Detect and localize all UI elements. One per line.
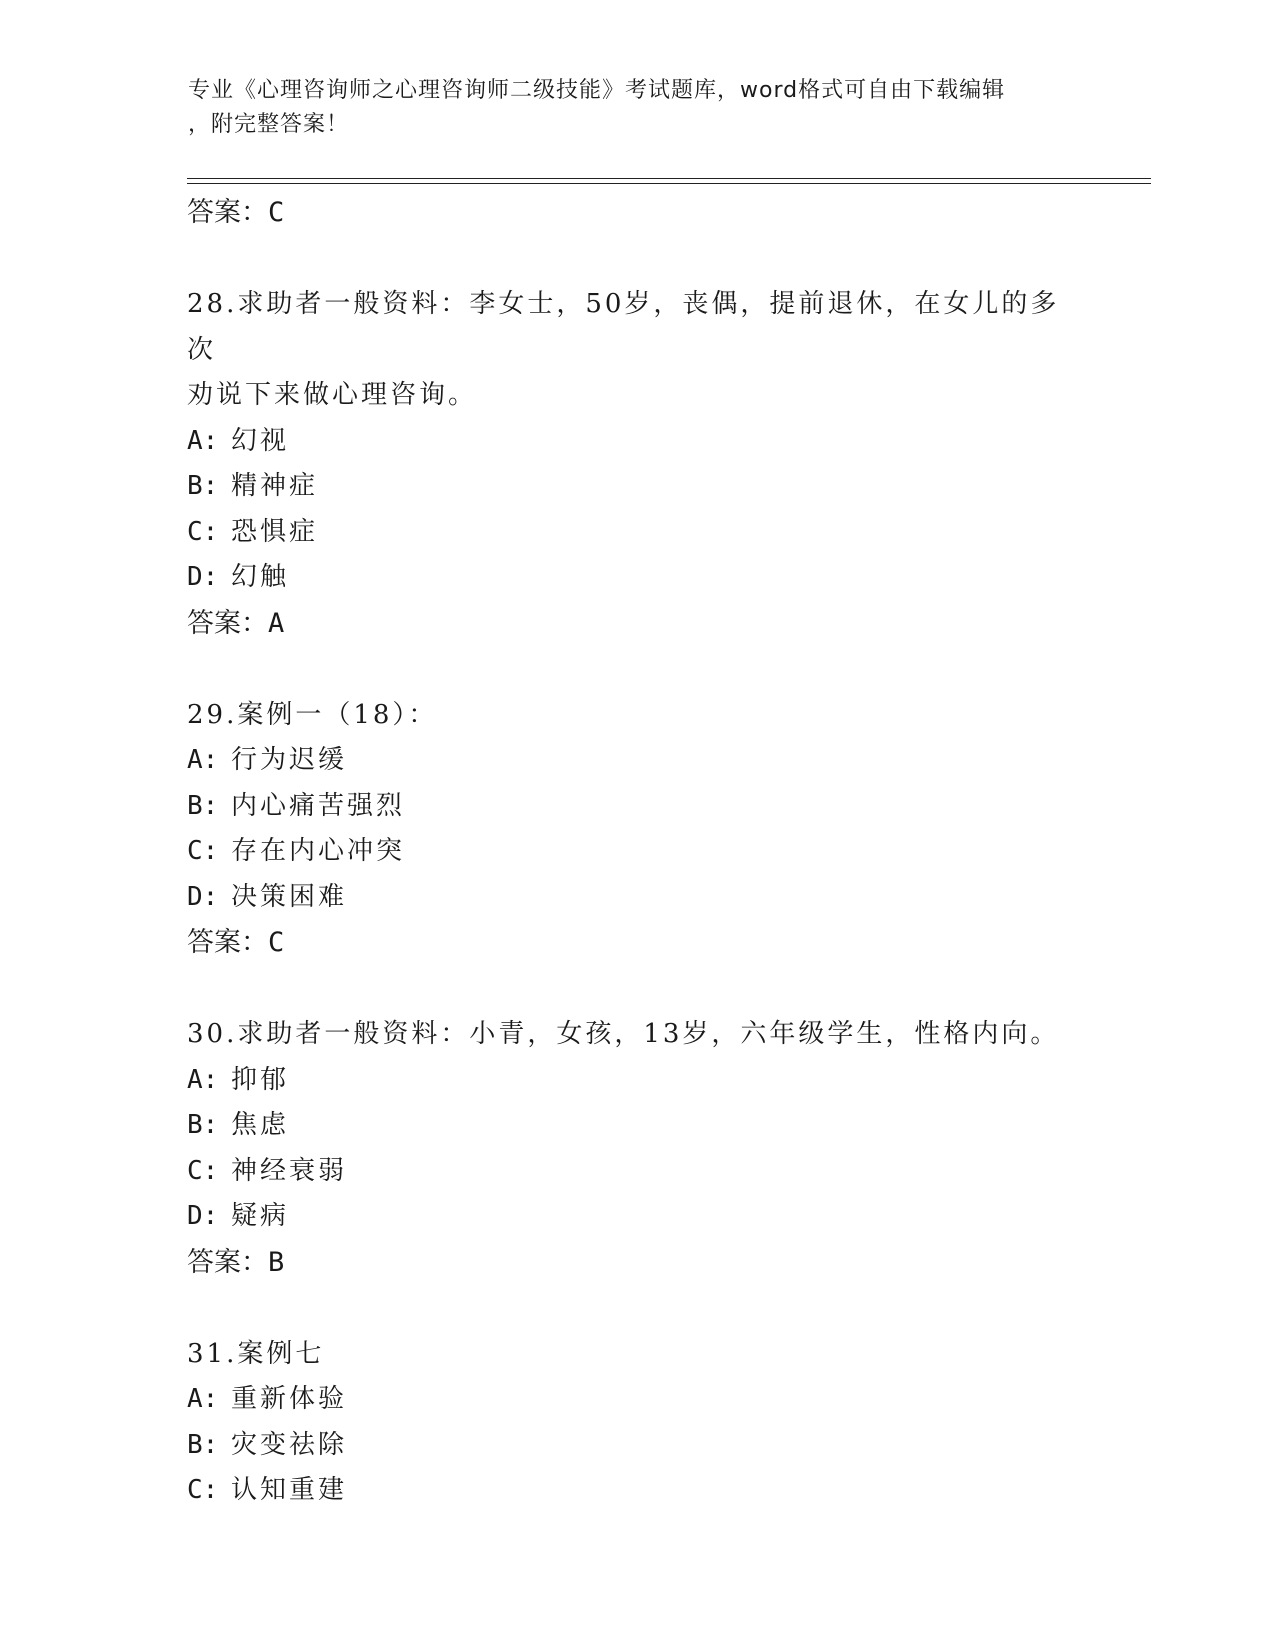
option-b: [187, 464, 1147, 510]
option-text: 存在内心冲突: [231, 836, 406, 866]
answer-label: 答案：: [187, 607, 268, 639]
question-stem: [187, 1012, 1087, 1058]
question-stem-line: 31.案例七: [187, 1338, 325, 1369]
option-text: 恐惧症: [231, 516, 319, 547]
option-d: [187, 555, 1147, 601]
option-text: 内心痛苦强烈: [231, 790, 406, 821]
question-stem: [187, 1332, 1087, 1378]
answer-label: 答案：: [187, 197, 268, 228]
option-text: 行为迟缓: [231, 745, 348, 775]
option-text: 疑病: [231, 1201, 290, 1231]
option-text: 认知重建: [231, 1475, 348, 1505]
answer-line: [187, 601, 1147, 647]
option-a: [187, 419, 1147, 465]
answer-label: 答案：: [187, 927, 268, 958]
option-b: [187, 1423, 1147, 1469]
question-stem: [187, 693, 1087, 739]
header-line-2: ，附完整答案！: [188, 112, 350, 137]
answer-line: [187, 190, 1147, 236]
question-29: [187, 693, 1147, 967]
question-30: [187, 1012, 1147, 1286]
option-key: C:: [187, 836, 219, 866]
question-list: [187, 190, 1147, 1514]
option-key: A:: [187, 425, 219, 456]
option-a: [187, 1377, 1147, 1423]
header-line-1: 专业《心理咨询师之心理咨询师二级技能》考试题库，word格式可自由下载编辑: [188, 78, 1006, 103]
answer-value: C: [268, 927, 285, 958]
option-key: A:: [187, 745, 219, 775]
header-divider-bottom: [187, 183, 1151, 184]
option-key: A:: [187, 1384, 219, 1414]
option-b: [187, 1103, 1147, 1149]
option-c: [187, 510, 1147, 556]
question-stem: [187, 282, 1087, 419]
option-key: B:: [187, 790, 219, 821]
option-d: [187, 1194, 1147, 1240]
option-text: 精神症: [231, 471, 319, 501]
document-header: [188, 74, 1088, 142]
option-key: A:: [187, 1064, 219, 1095]
option-key: D:: [187, 1201, 219, 1231]
question-stem-line: 28.求助者一般资料：李女士，50岁，丧偶，提前退休，在女儿的多次: [187, 289, 1060, 365]
option-d: [187, 875, 1147, 921]
answer-line: [187, 1240, 1147, 1286]
answer-value: A: [268, 607, 285, 639]
option-text: 幻触: [231, 562, 290, 592]
option-text: 抑郁: [231, 1064, 290, 1095]
header-divider-top: [187, 178, 1151, 179]
answer-value: C: [268, 197, 285, 228]
option-key: D:: [187, 881, 219, 912]
option-a: [187, 1058, 1147, 1104]
option-a: [187, 738, 1147, 784]
question-stem-line: 劝说下来做心理咨询。: [187, 380, 478, 410]
answer-line: [187, 920, 1147, 966]
option-text: 重新体验: [231, 1384, 348, 1414]
question-stem-line: 29.案例一（18）：: [187, 699, 438, 730]
question-stem-line: 30.求助者一般资料：小青，女孩，13岁，六年级学生，性格内向。: [187, 1019, 1060, 1049]
answer-label: 答案：: [187, 1246, 268, 1278]
option-key: B:: [187, 1110, 219, 1140]
option-key: B:: [187, 1429, 219, 1460]
answer-value: B: [268, 1246, 285, 1278]
question-28: [187, 282, 1147, 647]
option-text: 焦虑: [231, 1110, 290, 1140]
option-text: 神经衰弱: [231, 1155, 348, 1186]
option-key: B:: [187, 471, 219, 501]
option-key: D:: [187, 562, 219, 592]
option-key: C:: [187, 1155, 219, 1186]
option-c: [187, 1468, 1147, 1514]
option-text: 灾变祛除: [231, 1429, 348, 1460]
option-c: [187, 829, 1147, 875]
option-c: [187, 1149, 1147, 1195]
option-text: 幻视: [231, 425, 290, 456]
question-31: [187, 1332, 1147, 1514]
option-text: 决策困难: [231, 881, 348, 912]
option-key: C:: [187, 516, 219, 547]
option-key: C:: [187, 1475, 219, 1505]
option-b: [187, 784, 1147, 830]
